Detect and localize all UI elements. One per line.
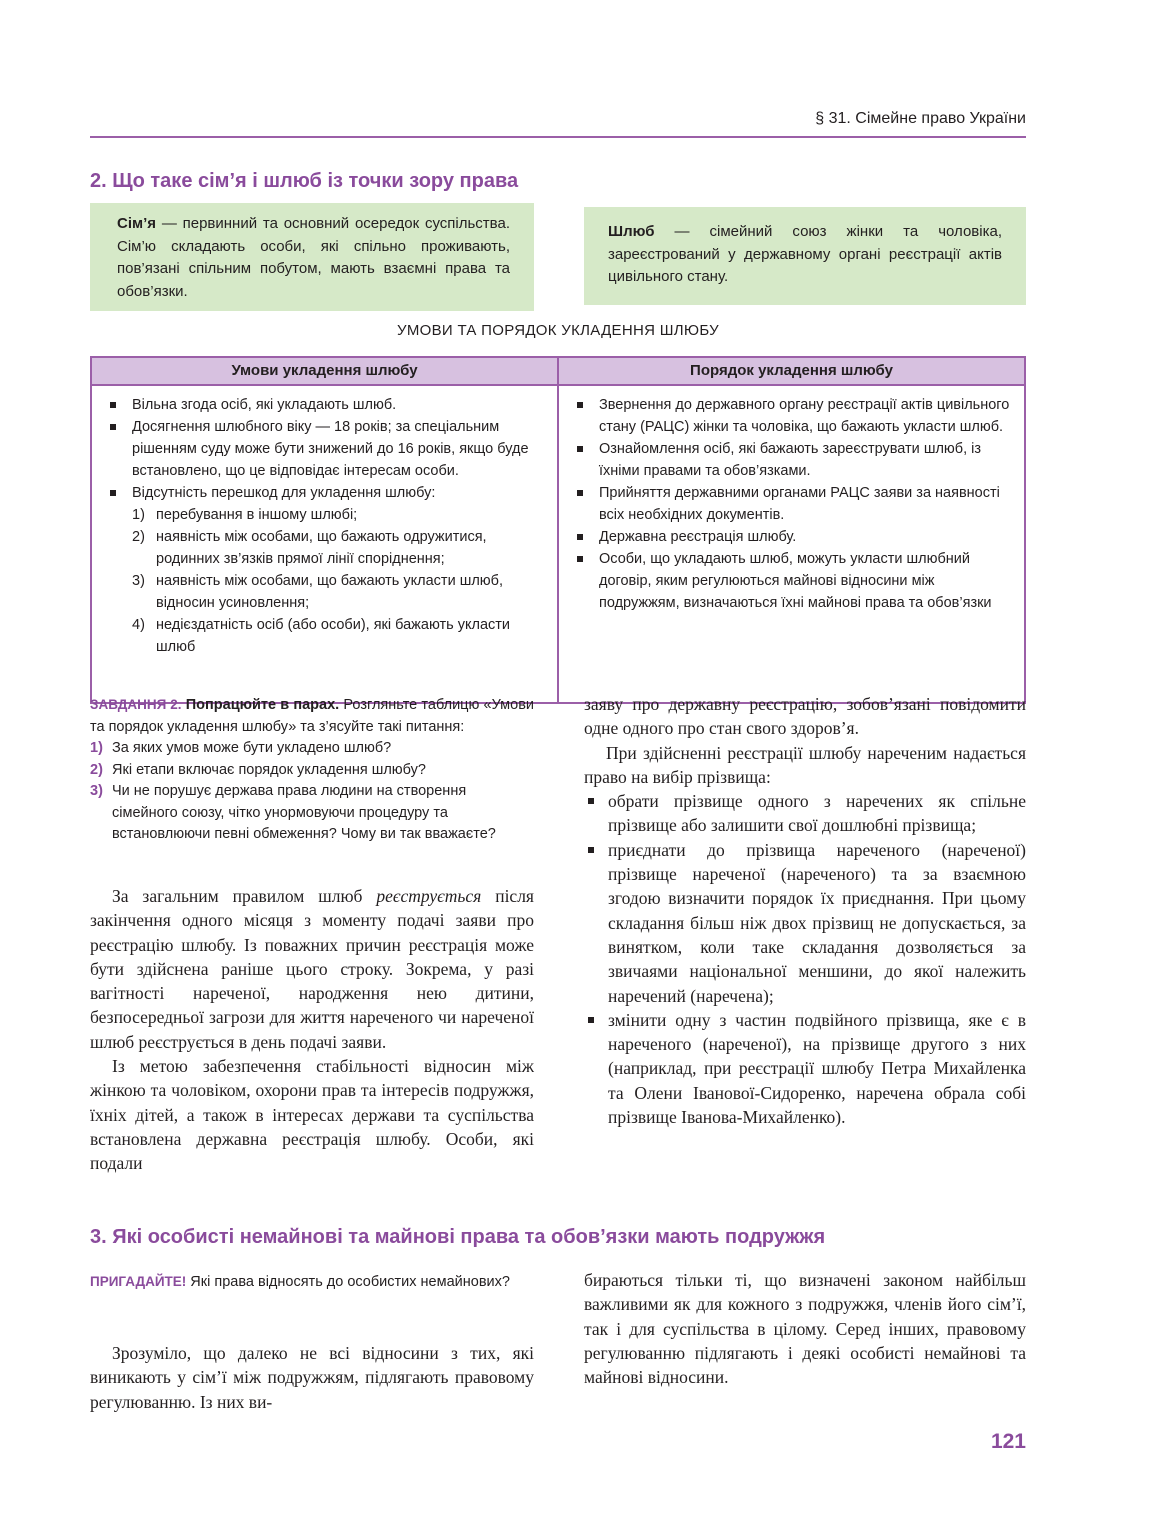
procedure-item: Державна реєстрація шлюбу.	[573, 526, 1014, 548]
task-question	[90, 760, 534, 782]
section-3-title: 3. Які особисті немайнові та майнові права та обов’язки мають подружжя	[90, 1226, 826, 1248]
left-body-text	[90, 884, 534, 1176]
conditions-cell	[91, 385, 558, 703]
task-2	[90, 694, 534, 846]
definition-family	[90, 203, 534, 311]
term-family: Сім’я	[117, 215, 157, 232]
right-body-text	[584, 692, 1026, 1129]
task-2-tag: ЗАВДАННЯ 2.	[90, 697, 182, 712]
paragraph: Із метою забезпечення стабільності відносин між жінкою та чоловіком, охорони прав та інтересів подружжя, їхніх дітей, а також в інтересах держави та суспільства встановлена державна реєстрація шлюбу. Особи, які подали	[90, 1056, 534, 1174]
obstacle-item	[132, 504, 547, 526]
table-header-procedure: Порядок укладення шлюбу	[558, 357, 1025, 385]
emphasis: реєструється	[376, 886, 482, 906]
remember-tag: ПРИГАДАЙТЕ!	[90, 1274, 187, 1289]
running-header	[90, 110, 1026, 138]
section-3-left-text	[90, 1341, 534, 1414]
table-caption: УМОВИ ТА ПОРЯДОК УКЛАДЕННЯ ШЛЮБУ	[397, 322, 719, 339]
surname-option: приєднати до прізвища нареченого (нареченої) прізвище нареченої (нареченого) та за взаємною згодою визначити порядок їх приєднання. При цьому складання більш ніж двох прізвищ не допускається, за винятком, коли таке складання дозволяється за звичаями національної меншини, до якої належить наречений (наречена);	[584, 838, 1026, 1008]
paragraph-text: За загальним правилом шлюб	[112, 886, 377, 906]
task-question	[90, 738, 534, 760]
task-question	[90, 781, 534, 846]
surname-option: обрати прізвище одного з наречених як спільне прізвище або залишити свої дошлюбні прізвища;	[584, 789, 1026, 838]
question-number: 1)	[90, 740, 103, 756]
section-3-right-text	[584, 1268, 1026, 1389]
obstacle-text: наявність між особами, що бажають укласти шлюб, відносин усиновлення;	[156, 573, 503, 611]
term-marriage: Шлюб	[608, 223, 655, 240]
obstacle-text: наявність між особами, що бажають одружитися, родинних зв’язків прямої лінії споріднення;	[156, 529, 487, 567]
procedure-item: Особи, що укладають шлюб, можуть укласти шлюбний договір, яким регулюються майнові відносини між подружжям, визначаються їхні майнові права та обов’язки	[573, 548, 1014, 614]
definition-marriage-text: — сімейний союз жінки та чоловіка, зареєстрований у державному органі реєстрації актів цивільного стану.	[608, 223, 1002, 285]
question-number: 3)	[90, 783, 103, 799]
condition-item: Вільна згода осіб, які укладають шлюб.	[106, 394, 547, 416]
obstacle-item	[132, 570, 547, 614]
obstacle-number: 2)	[132, 529, 145, 545]
task-2-text: Розгляньте таблицю «Умови та порядок укладення шлюбу» та з’ясуйте такі питання:	[90, 697, 535, 735]
running-title: § 31. Сімейне право України	[815, 110, 1026, 127]
procedure-item: Ознайомлення осіб, які бажають зареєструвати шлюб, із їхніми правами та обов’язками.	[573, 438, 1014, 482]
obstacle-number: 4)	[132, 617, 145, 633]
remember-text: Які права відносять до особистих немайнових?	[186, 1274, 510, 1290]
section-2-title: 2. Що таке сім’я і шлюб із точки зору права	[90, 170, 519, 192]
paragraph: заяву про державну реєстрацію, зобов’язані повідомити одне одного про стан свого здоров’я.	[584, 694, 1026, 739]
question-text: Чи не порушує держава права людини на створення сімейного союзу, чітко унормовуючи процедуру та встановлюючи певні обмеження? Чому ви так вважаєте?	[112, 783, 496, 842]
definition-marriage	[584, 207, 1026, 305]
procedure-item: Звернення до державного органу реєстрації актів цивільного стану (РАЦС) жінки та чоловіка, що бажають укласти шлюб.	[573, 394, 1014, 438]
marriage-conditions-table	[90, 356, 1026, 704]
surname-options-list	[584, 789, 1026, 1129]
definition-family-text: — первинний та основний осередок суспільства. Сім’ю складають особи, які спільно проживають, пов’язані спільним побутом, мають взаємні права та обов’язки.	[117, 215, 510, 300]
paragraph-text: після закінчення одного місяця з моменту подачі заяви про реєстрацію шлюбу. Із поважних причин реєстрація може бути здійснена раніше цього строку. Зокрема, у разі вагітності нареченої, народження нею дитини, безпосередньої загрози для життя нареченого чи нареченої шлюб реєструється в день подачі заяви.	[90, 886, 534, 1052]
obstacle-item	[132, 526, 547, 570]
table-header-conditions: Умови укладення шлюбу	[91, 357, 558, 385]
question-text: Які етапи включає порядок укладення шлюбу?	[112, 761, 426, 778]
paragraph: бираються тільки ті, що визначені законом найбільш важливими як для кожного з подружжя, членів його сім’ї, так і для суспільства в цілому. Серед інших, правовому регулюванню підлягають і деякі особисті немайнові та майнові відносини.	[584, 1270, 1026, 1388]
paragraph: При здійсненні реєстрації шлюбу нареченим надається право на вибір прізвища:	[584, 742, 1026, 787]
question-number: 2)	[90, 761, 103, 778]
remember-prompt	[90, 1271, 534, 1294]
page-number: 121	[990, 1430, 1026, 1453]
task-2-lead: Попрацюйте в парах.	[185, 697, 340, 713]
obstacle-number: 3)	[132, 573, 145, 589]
obstacle-text: перебування в іншому шлюбі;	[156, 507, 358, 523]
condition-item	[106, 482, 547, 658]
condition-item-text: Відсутність перешкод для укладення шлюбу:	[132, 485, 436, 501]
obstacle-text: недієздатність осіб (або особи), які бажають укласти шлюб	[156, 617, 511, 655]
obstacle-number: 1)	[132, 507, 145, 523]
procedure-item: Прийняття державними органами РАЦС заяви за наявності всіх необхідних документів.	[573, 482, 1014, 526]
condition-item: Досягнення шлюбного віку — 18 років; за спеціальним рішенням суду може бути знижений до 16 років, якщо буде встановлено, що це відповідає інтересам особи.	[106, 416, 547, 482]
procedure-cell	[558, 385, 1025, 703]
paragraph	[90, 884, 534, 1054]
obstacle-item	[132, 614, 547, 658]
paragraph: Зрозуміло, що далеко не всі відносини з тих, які виникають у сім’ї між подружжям, підлягають правовому регулюванню. Із них ви-	[90, 1343, 534, 1412]
surname-option: змінити одну з частин подвійного прізвища, яке є в нареченого (нареченої), на прізвище другого з них (наприклад, при реєстрації шлюбу Петра Михайленка та Олени Іванової-Сидоренко, наречена обрала собі прізвище Іванова-Михайленко).	[584, 1008, 1026, 1129]
question-text: За яких умов може бути укладено шлюб?	[112, 740, 392, 756]
